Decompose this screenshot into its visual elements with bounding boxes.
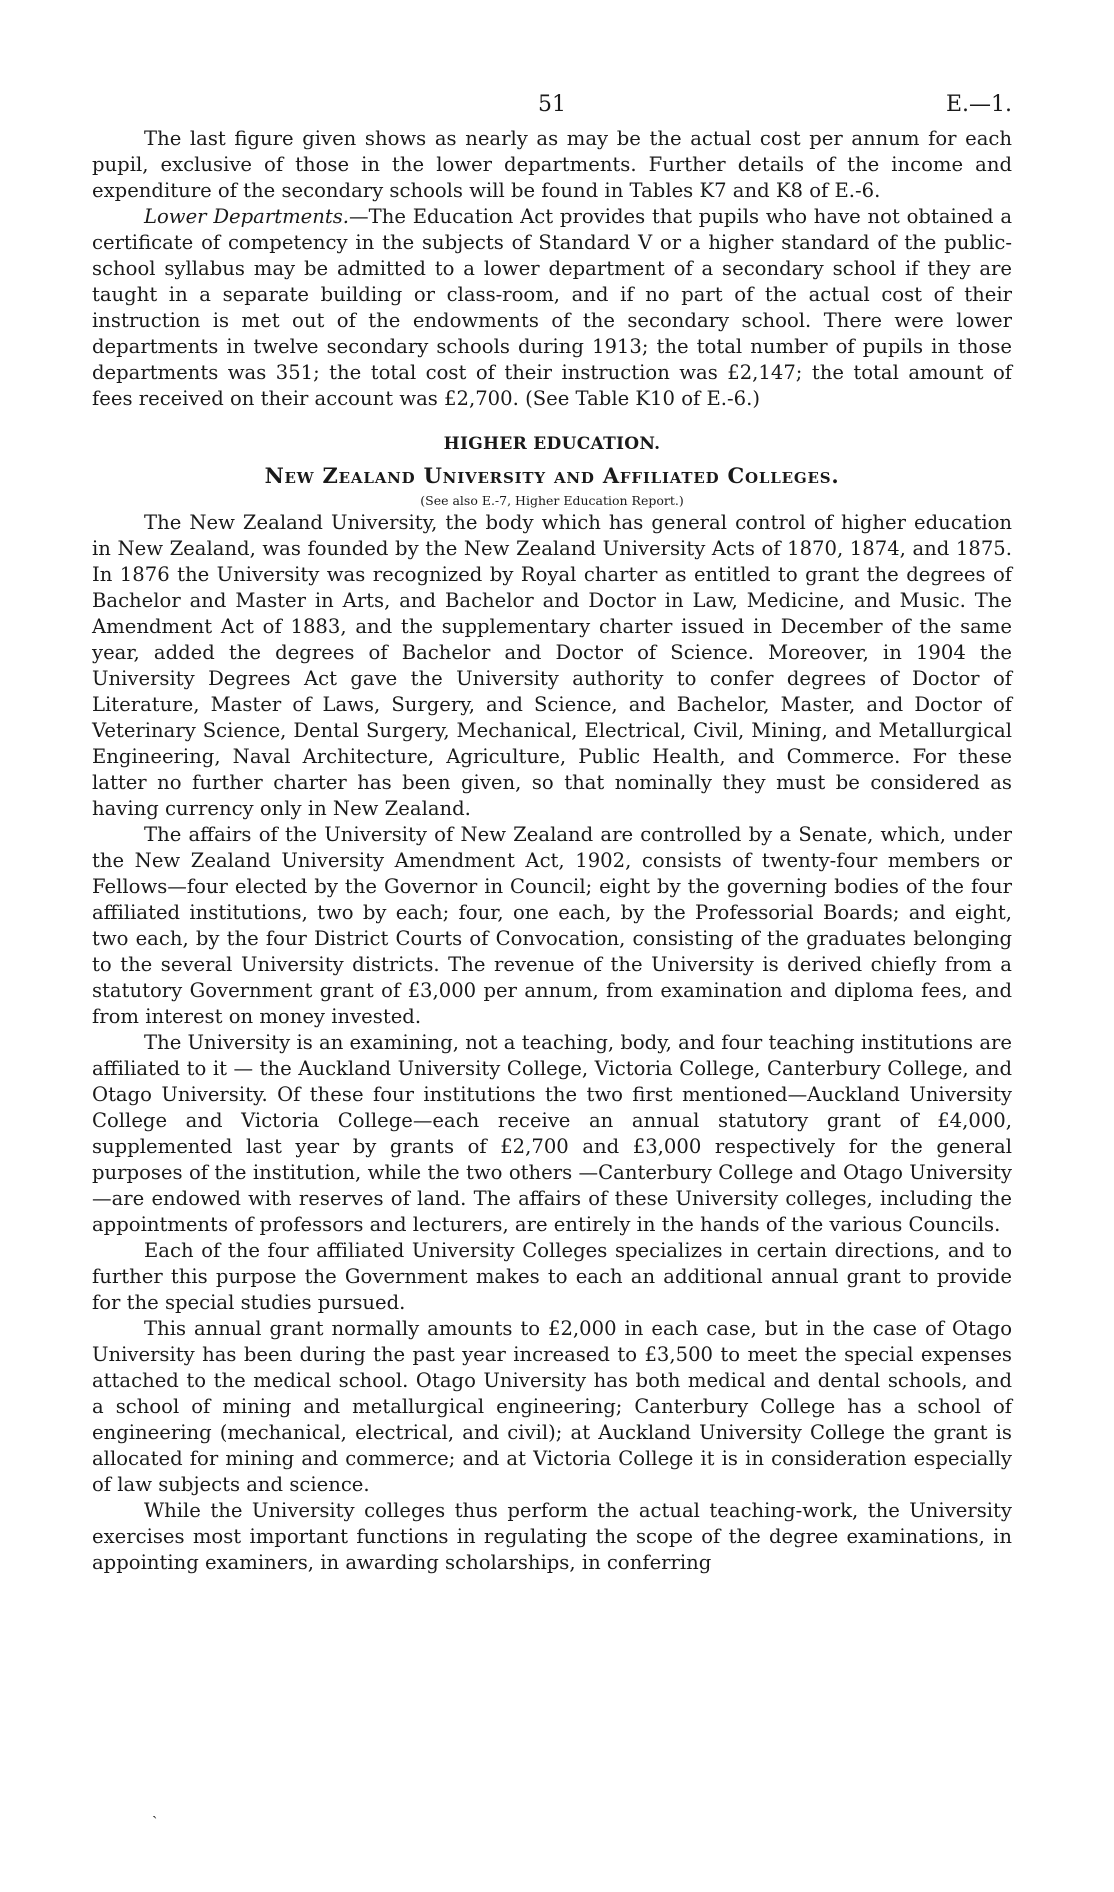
document-page xyxy=(92,92,1012,1576)
paragraph-cost-per-pupil: The last figure given shows as nearly as may be the actual cost per annum for each pupil, exclusive of those in the lower departments. Further details of the income and expenditure of the secondary schools will be found in Tables K7 and K8 of E.-6. xyxy=(92,127,1012,202)
section-heading: HIGHER EDUCATION. xyxy=(443,434,661,454)
paragraph-text: —The Education Act provides that pupils who have not obtained a certificate of competency in the subjects of Standard V or a higher standard of the public-school syllabus may be admitted to a lower department of a secondary school if they are taught in a separate building or class-room, and if no part of the actual cost of their instruction is met out of the endowments of the secondary school. There were lower departments in twelve secondary schools during 1913; the total number of pupils in those departments was 351; the total cost of their instruction was £2,147; the total amount of fees received on their account was £2,700. (See Table K10 of E.-6.) xyxy=(92,205,1012,410)
paragraph-senate: The affairs of the University of New Zealand are controlled by a Senate, which, under the New Zealand University Amendment Act, 1902, consists of twenty-four members or Fellows—four elected by the Governor in Council; eight by the governing bodies of the four affiliated institutions, two by each; four, one each, by the Professorial Boards; and eight, two each, by the four District Courts of Convocation, consisting of the graduates belonging to the several University districts. The revenue of the University is derived chiefly from a statutory Government grant of £3,000 per annum, from examination and diploma fees, and from interest on money invested. xyxy=(92,823,1012,1028)
paragraph-university-founding: The New Zealand University, the body which has general control of higher education in New Zealand, was founded by the New Zealand University Acts of 1870, 1874, and 1875. In 1876 the University was recognized by Royal charter as entitled to grant the degrees of Bachelor and Master in Arts, and Bachelor and Doctor in Law, Medicine, and Music. The Amendment Act of 1883, and the supplementary charter issued in December of the same year, added the degrees of Bachelor and Doctor of Science. Moreover, in 1904 the University Degrees Act gave the University authority to confer degrees of Doctor of Literature, Master of Laws, Surgery, and Science, and Bachelor, Master, and Doctor of Veterinary Science, Dental Surgery, Mechanical, Electrical, Civil, Mining, and Metallurgical Engineering, Naval Architecture, Agriculture, Public Health, and Commerce. For these latter no further charter has been given, so that nominally they must be considered as having currency only in New Zealand. xyxy=(92,511,1012,820)
running-head xyxy=(92,92,1012,126)
run-in-heading: Lower Departments. xyxy=(144,205,350,228)
paragraph-university-functions: While the University colleges thus perform the actual teaching-work, the University exercises most important functions in regulating the scope of the degree examinations, in appointing examiners, in awarding scholarships, in conferring xyxy=(92,1499,1012,1574)
section-subheading: New Zealand University and Affiliated Colleges. xyxy=(264,463,840,488)
stray-ink-mark: ˎ xyxy=(152,1800,158,1819)
paragraph-affiliated-institutions: The University is an examining, not a teaching, body, and four teaching institutions are affiliated to it — the Auckland University College, Victoria College, Canterbury College, and Otago University. Of these four institutions the two first mentioned—Auckland University College and Victoria College—each receive an annual statutory grant of £4,000, supplemented last year by grants of £2,700 and £3,000 respectively for the general purposes of the institution, while the two others —Canterbury College and Otago University—are endowed with reserves of land. The affairs of these University colleges, including the appointments of professors and lecturers, are entirely in the hands of the various Councils. xyxy=(92,1031,1012,1236)
page-number: 51 xyxy=(538,92,566,117)
paragraph-annual-grant: This annual grant normally amounts to £2,000 in each case, but in the case of Otago University has been during the past year increased to £3,500 to meet the special expenses attached to the medical school. Otago University has both medical and dental schools, and a school of mining and metallurgical engineering; Canterbury College has a school of engineering (mechanical, electrical, and civil); at Auckland University College the grant is allocated for mining and commerce; and at Victoria College it is in consideration especially of law subjects and science. xyxy=(92,1317,1012,1496)
cross-reference-note: (See also E.-7, Higher Education Report.) xyxy=(420,493,684,508)
paragraph-specialization: Each of the four affiliated University Colleges specializes in certain directions, and to further this purpose the Government makes to each an additional annual grant to provide for the special studies pursued. xyxy=(92,1239,1012,1314)
document-reference: E.—1. xyxy=(945,92,1012,117)
paragraph-lower-departments xyxy=(92,204,1012,412)
